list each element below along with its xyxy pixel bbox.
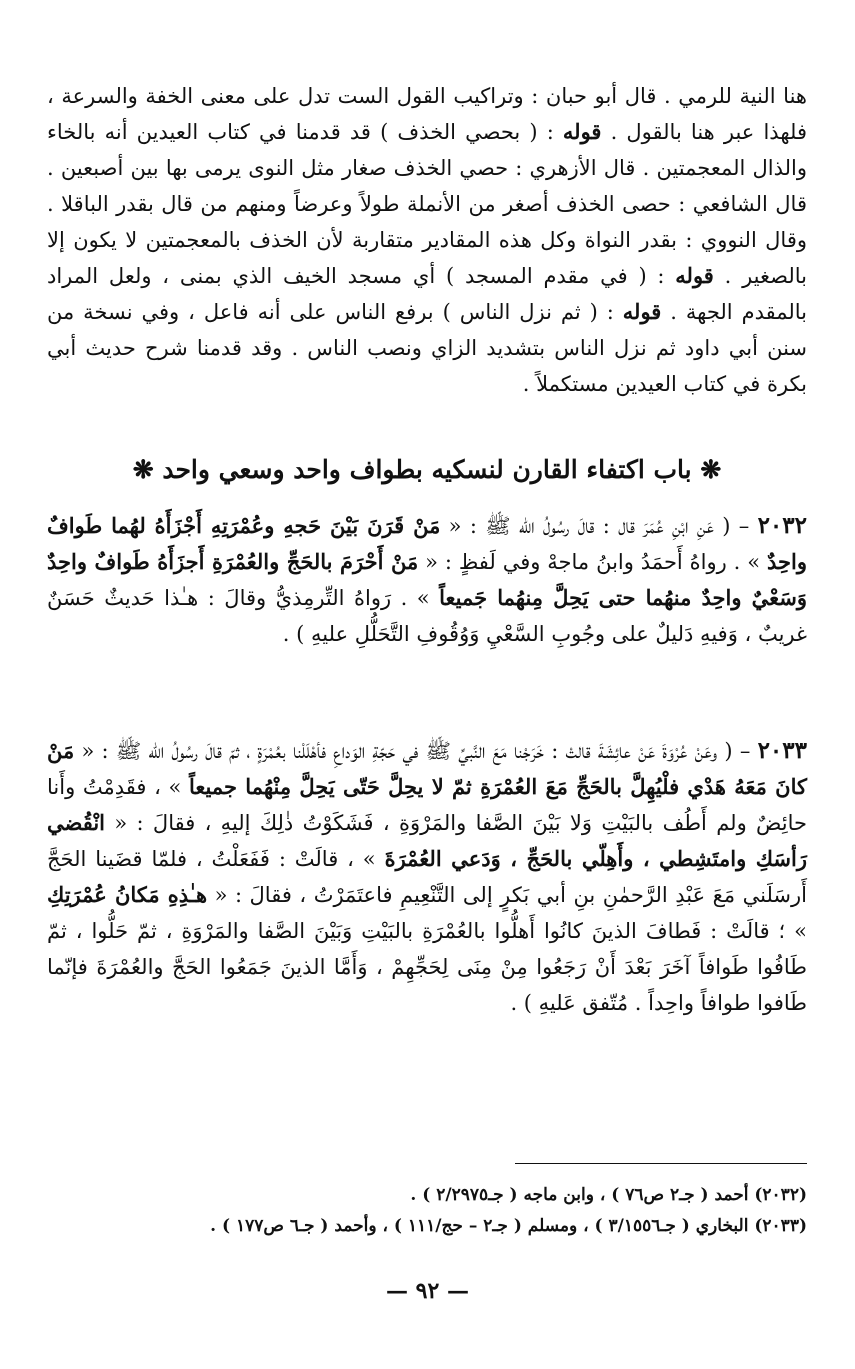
prophetic-quote: مَنْ كانَ مَعَهُ هَدْي فلْيُهِلَّ بالحَجِّ مَعَ العُمْرَةِ ثمّ لا يحِلَّ حَتّى يَحِلَّ مِنْهُما جميعاً xyxy=(47,738,807,799)
hadith-text: » ؛ قالَتْ : فَطافَ الذينَ كانُوا أَهلُّوا بالعُمْرَةِ بالبَيْتِ وَبَيْنَ الصَّفا والمَرْوَةِ ، ثمّ حَلُّوا ، ثمّ طَافُوا طَوافاً آخَرَ بَعْدَ أَنْ رَجَعُوا مِنْ مِنَى لِحَجِّهِمْ ، وَأَمَّا الذينَ جَمَعُوا الحَجَّ والعُمْرَةَ فإنّما طَافوا طوافاً واحِداً . مُتّفق عَليهِ ) . xyxy=(47,919,807,1015)
commentary-text: : ( ثم نزل الناس ) برفع الناس على أنه فاعل ، وفي نسخة من سنن أبي داود ثم نزل الناس بتشديد الزاي ونصب الناس . وقد قدمنا شرح حديث أبي بكرة في كتاب العيدين مستكملاً . xyxy=(47,300,807,396)
prophetic-quote: هـٰذِهِ مَكانُ عُمْرَتِكِ xyxy=(47,882,208,907)
hadith-text: » ، فقَدِمْتُ وأَنا حائِضٌ ولم أَطُف بالبَيْتِ وَلا بَيْنَ الصَّفا والمَرْوَةِ ، فَشَكَوْتُ ذٰلِكَ إليهِ ، فقالَ : « xyxy=(47,775,807,835)
commentary-text: : ( بحصي الخذف ) قد قدمنا في كتاب العيدين أنه بالخاء والذال المعجمتين . قال الأزهري : حصي الخذف صغار مثل النوى يرمى بها بين أصبعين . قال الشافعي : حصى الخذف أصغر من الأنملة طولاً وعرضاً ومنهم من قال بقدر الباقلا . وقال النووي : بقدر النواة وكل هذه المقادير متقاربة لأن الخذف بالمعجمتين لا يكون إلا بالصغير . xyxy=(47,120,807,288)
commentary-paragraph xyxy=(47,78,807,402)
commentary-text: : ( في مقدم المسجد ) أي مسجد الخيف الذي بمنى ، ولعل المراد بالمقدم الجهة . xyxy=(47,264,807,324)
hadith-number: ٢٠٣٢ xyxy=(757,512,807,539)
footnotes xyxy=(47,1180,807,1242)
commentary-keyword: قوله xyxy=(562,119,602,144)
hadith-paragraph xyxy=(47,733,807,1021)
chapter-heading: ❋ باب اكتفاء القارن لنسكيه بطواف واحد وسعي واحد ❋ xyxy=(132,455,722,484)
hadith-number: ٢٠٣٣ xyxy=(757,737,807,764)
commentary-keyword: قوله xyxy=(622,299,662,324)
prophetic-quote: انْقُضي رَأسَكِ وامتَشِطي ، وأَهِلّي بالحَجِّ ، وَدَعي العُمْرَةَ xyxy=(47,810,808,871)
hadith-text: – ( عَنِ ابْنِ عُمَرَ قال : قالَ رسُولُ الله ﷺ : « xyxy=(440,514,758,538)
page-number: — ٩٢ — xyxy=(386,1278,469,1304)
footnote-divider xyxy=(515,1163,807,1164)
prophetic-quote: مَنْ قَرَنَ بَيْنَ حَجهِ وعُمْرَتِهِ أَجْزَأَهُ لهُما طَوافٌ واحِدٌ xyxy=(47,513,807,574)
commentary-keyword: قوله xyxy=(675,263,714,288)
footnote-item: (٢٠٣٣) البخاري ( جـ٣/١٥٥٦ ) ، ومسلم ( جـ٢ – حج/١١١ ) ، وأحمد ( جـ٦ ص١٧٧ ) . xyxy=(210,1216,807,1236)
hadith-text: » ، قالَتْ : فَفَعَلْتُ ، فلمّا قضَينا الحَجَّ أَرسَلَني مَعَ عَبْدِ الرَّحمٰنِ بنِ أبي بَكرٍ إلى التَّنْعِيمِ فاعتَمَرْتُ ، فقالَ : « xyxy=(47,847,807,907)
hadith-text: – ( وعَنْ عُرْوَةَ عَنْ عائِشَةَ قالتْ : خَرَجْنا مَعَ النَّبيِّ ﷺ في حَجّةِ الوَداعِ فأهْلَلْنا بعُمْرَةٍ ، ثمّ قالَ رسُولُ الله ﷺ : « xyxy=(74,739,758,763)
commentary-text: هنا النية للرمي . قال أبو حبان : وتراكيب القول الست تدل على معنى الخفة والسرعة ، فلهذا عبر هنا بالقول . xyxy=(47,84,807,144)
hadith-text: » . رَواهُ التِّرمِذيُّ وقالَ : هـٰذا حَديثٌ حَسَنٌ غريبٌ ، وَفيهِ دَليلٌ على وجُوبِ السَّعْيِ وَوُقُوفِ التَّحَلُّلِ عليهِ ) . xyxy=(47,586,807,646)
footnote-item: (٢٠٣٢) أحمد ( جـ٢ ص٧٦ ) ، وابن ماجه ( جـ٢/٢٩٧٥ ) . xyxy=(410,1185,807,1205)
hadith-paragraph xyxy=(47,508,807,652)
prophetic-quote: مَنْ أَحْرَمَ بالحَجِّ والعُمْرَةِ أَجزَأَهُ طَوافٌ واحِدٌ وَسَعْيٌ واحِدٌ منهُما حتى يَحِلَّ مِنهُما جَميعاً xyxy=(47,549,807,610)
hadith-text: » . رواهُ أَحمَدُ وابنُ ماجهْ وفي لَفظٍ : « xyxy=(418,550,768,574)
